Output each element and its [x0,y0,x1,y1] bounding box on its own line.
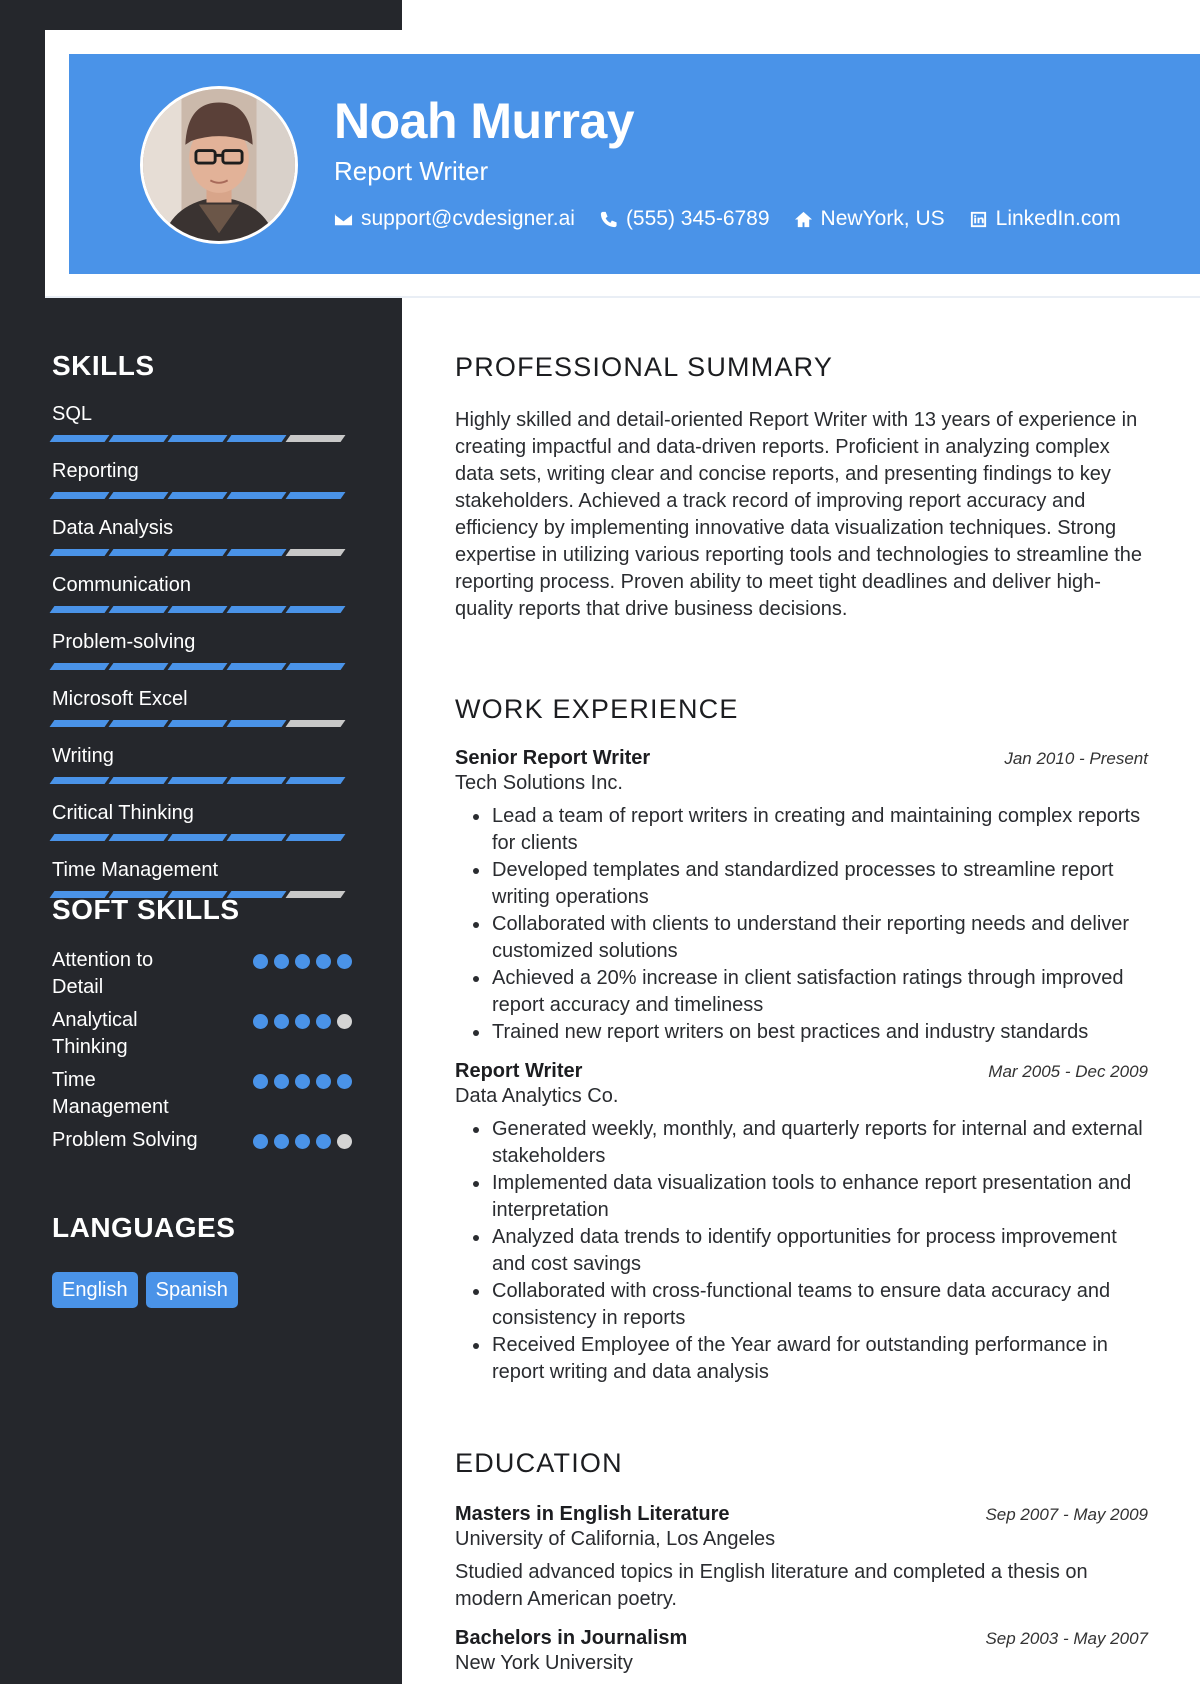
experience-heading: WORK EXPERIENCE [455,694,739,724]
rating-dot [253,1074,268,1089]
summary-section [455,352,1148,623]
job-title: Report Writer [455,1060,583,1082]
job-date: Mar 2005 - Dec 2009 [988,1062,1148,1081]
contact-email[interactable] [334,207,575,231]
skill-level-segment [286,777,346,784]
skill-level-segment [227,663,287,670]
soft-skills-heading: SOFT SKILLS [52,894,240,925]
education-entry [455,1627,1148,1675]
rating-dot [295,1014,310,1029]
skill-level-segment [168,777,228,784]
job-bullet: Collaborated with cross-functional teams to ensure data accuracy and consistency in reports [455,1278,1148,1332]
rating-dot [274,1014,289,1029]
skill-level-segment [109,492,169,499]
skill-level-segment [109,606,169,613]
skill-level-bar [52,492,352,499]
skill-level-bar [52,720,352,727]
linkedin-icon [969,210,988,229]
skill-level-segment [109,720,169,727]
skill-level-segment [50,606,110,613]
skill-level-segment [286,834,346,841]
education-date: Sep 2007 - May 2009 [985,1505,1148,1524]
education-header [455,1627,1148,1650]
phone-icon [599,210,618,229]
rating-dot [316,1134,331,1149]
languages-section [52,1212,352,1308]
soft-skills-list [52,947,352,1154]
job-company: Tech Solutions Inc. [455,772,623,794]
skill-item [52,800,352,841]
rating-dot [316,1074,331,1089]
skills-heading: SKILLS [52,350,155,381]
skill-name: Problem-solving [52,631,196,653]
soft-skill-item [52,1007,352,1061]
skill-level-segment [50,435,110,442]
soft-skill-rating [253,1074,352,1089]
contact-email-text: support@cvdesigner.ai [361,207,575,230]
envelope-icon [334,210,353,229]
skill-level-segment [50,720,110,727]
skill-level-segment [109,777,169,784]
skill-level-segment [227,435,287,442]
contact-linkedin[interactable] [969,207,1121,231]
skill-level-segment [286,720,346,727]
skill-level-segment [109,834,169,841]
skill-level-segment [286,435,346,442]
job-bullet: Trained new report writers on best practices and industry standards [455,1019,1148,1046]
soft-skill-name: Problem Solving [52,1129,198,1151]
job-bullets [455,803,1148,1046]
contact-location-text: NewYork, US [820,207,945,230]
education-date: Sep 2003 - May 2007 [985,1629,1148,1648]
education-entry [455,1503,1148,1613]
skill-level-segment [286,663,346,670]
skill-item [52,629,352,670]
skill-level-segment [109,435,169,442]
skill-level-segment [168,435,228,442]
candidate-name: Noah Murray [334,93,635,149]
rating-dot [316,954,331,969]
skill-name: Time Management [52,859,218,881]
skill-name: SQL [52,403,93,425]
skill-level-segment [109,549,169,556]
skill-level-segment [168,663,228,670]
candidate-title: Report Writer [334,156,489,186]
skill-level-segment [286,549,346,556]
soft-skill-name: Time Management [52,1069,169,1118]
skill-level-segment [50,663,110,670]
job-company: Data Analytics Co. [455,1085,619,1107]
education-list [455,1503,1148,1675]
skill-level-bar [52,777,352,784]
languages-list [52,1272,352,1308]
job-date: Jan 2010 - Present [1004,749,1148,768]
skill-item [52,743,352,784]
education-heading: EDUCATION [455,1448,623,1478]
rating-dot [295,954,310,969]
job-bullet: Developed templates and standardized processes to streamline report writing operations [455,857,1148,911]
skill-name: Writing [52,745,114,767]
contact-location [794,207,945,231]
education-degree: Masters in English Literature [455,1503,730,1525]
summary-heading: PROFESSIONAL SUMMARY [455,352,834,382]
rating-dot [337,1014,352,1029]
skill-item [52,686,352,727]
soft-skill-item [52,1067,352,1121]
job-bullet: Analyzed data trends to identify opportunities for process improvement and cost savings [455,1224,1148,1278]
skill-name: Microsoft Excel [52,688,188,710]
soft-skill-name: Attention to Detail [52,949,154,998]
contact-list [334,207,1121,231]
rating-dot [274,954,289,969]
soft-skill-item [52,1127,352,1154]
rating-dot [253,1134,268,1149]
profile-photo [140,86,298,244]
skill-level-segment [227,492,287,499]
skill-level-segment [227,549,287,556]
skill-name: Data Analysis [52,517,174,539]
skill-level-segment [286,492,346,499]
skill-level-segment [227,777,287,784]
job-bullet: Achieved a 20% increase in client satisfaction ratings through improved report accuracy and timeliness [455,965,1148,1019]
skill-name: Communication [52,574,191,596]
rating-dot [295,1134,310,1149]
education-school: New York University [455,1652,633,1674]
education-description: Studied advanced topics in English literature and completed a thesis on modern American poetry. [455,1561,1088,1610]
rating-dot [274,1134,289,1149]
education-header [455,1503,1148,1526]
contact-linkedin-text: LinkedIn.com [995,207,1121,230]
contact-phone[interactable] [599,207,770,231]
skill-level-segment [168,606,228,613]
home-icon [794,210,813,229]
rating-dot [337,1074,352,1089]
skill-level-segment [286,606,346,613]
job-entry [455,1060,1148,1386]
language-badge: Spanish [146,1272,238,1308]
skill-item [52,857,352,898]
rating-dot [337,954,352,969]
rating-dot [253,954,268,969]
job-title: Senior Report Writer [455,747,651,769]
rating-dot [253,1014,268,1029]
skill-level-segment [227,834,287,841]
soft-skill-rating [253,1134,352,1149]
job-header [455,1060,1148,1083]
skill-level-segment [168,549,228,556]
skill-level-segment [168,492,228,499]
skill-level-segment [109,663,169,670]
soft-skill-name: Analytical Thinking [52,1009,138,1058]
skill-item [52,572,352,613]
skill-level-bar [52,435,352,442]
job-bullet: Implemented data visualization tools to enhance report presentation and interpretation [455,1170,1148,1224]
skill-level-segment [50,549,110,556]
skill-level-bar [52,549,352,556]
skill-item [52,458,352,499]
education-degree: Bachelors in Journalism [455,1627,688,1649]
skill-level-bar [52,606,352,613]
job-bullet: Lead a team of report writers in creating and maintaining complex reports for clients [455,803,1148,857]
skill-level-segment [50,777,110,784]
skill-level-segment [50,834,110,841]
skill-name: Critical Thinking [52,802,194,824]
skill-item [52,515,352,556]
rating-dot [337,1134,352,1149]
skill-level-segment [227,720,287,727]
rating-dot [316,1014,331,1029]
summary-text: Highly skilled and detail-oriented Report Writer with 13 years of experience in creating impactful and data-driven reports. Proficient in analyzing complex data sets, writing clear and concise reports, and presenting findings to key stakeholders. Achieved a track record of improving report accuracy and efficiency by implementing innovative data visualization techniques. Strong expertise in utilizing various reporting tools and technologies to streamline the reporting process. Proven ability to meet tight deadlines and deliver high-quality reports that drive business decisions. [455,409,1143,620]
rating-dot [274,1074,289,1089]
soft-skills-section [52,894,352,1160]
skills-list [52,401,352,898]
soft-skill-rating [253,954,352,969]
soft-skill-item [52,947,352,1001]
skill-level-segment [227,606,287,613]
contact-phone-text: (555) 345-6789 [625,207,770,230]
skill-name: Reporting [52,460,139,482]
skills-section [52,350,352,914]
language-badge: English [52,1272,138,1308]
skill-level-bar [52,834,352,841]
education-school: University of California, Los Angeles [455,1528,776,1550]
jobs-list [455,747,1148,1386]
skill-level-segment [50,492,110,499]
job-bullet: Received Employee of the Year award for outstanding performance in report writing and data analysis [455,1332,1148,1386]
soft-skill-rating [253,1014,352,1029]
skill-level-segment [168,834,228,841]
education-section [455,1448,1148,1675]
skill-level-bar [52,663,352,670]
job-bullet: Collaborated with clients to understand their reporting needs and deliver customized solutions [455,911,1148,965]
job-bullet: Generated weekly, monthly, and quarterly reports for internal and external stakeholders [455,1116,1148,1170]
skill-item [52,401,352,442]
rating-dot [295,1074,310,1089]
skill-level-segment [168,720,228,727]
job-header [455,747,1148,770]
job-bullets [455,1116,1148,1386]
experience-section [455,694,1148,1386]
languages-heading: LANGUAGES [52,1212,236,1243]
job-entry [455,747,1148,1046]
